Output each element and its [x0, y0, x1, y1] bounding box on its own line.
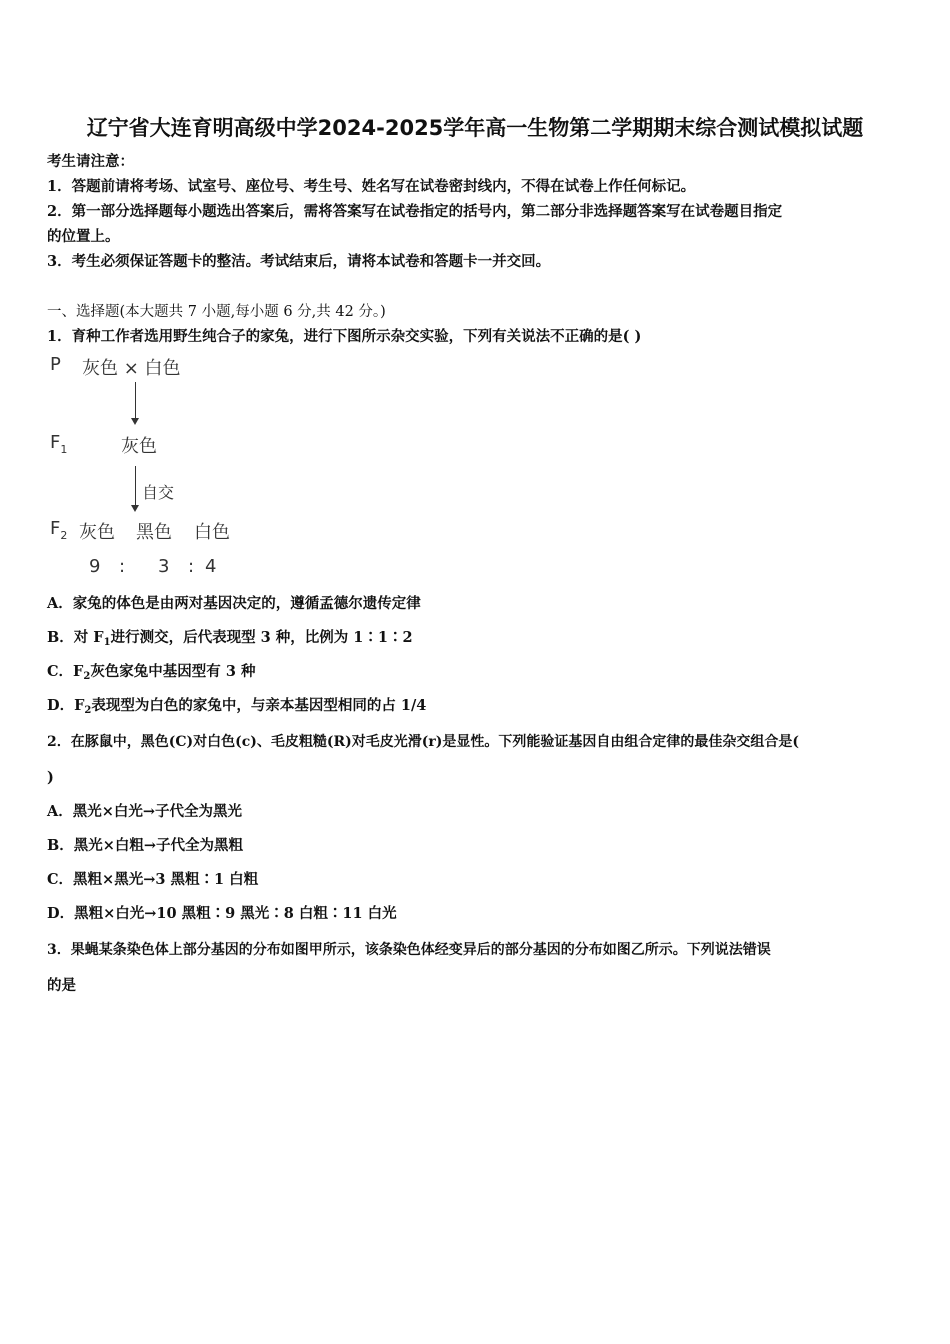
- question-2-option-b: B．黑光×白粗→子代全为黑粗: [47, 837, 244, 854]
- arrow-p-f1-head: [131, 418, 139, 425]
- question-1-option-d: D．$F_2$表现型为白色的家兔中，与亲本基因型相同的占 1/4: [47, 697, 427, 716]
- diagram-f2-gray: 灰色: [79, 522, 115, 543]
- question-2-stem: 2．在豚鼠中，黑色(C)对白色(c)、毛皮粗糙(R)对毛皮光滑(r)是显性。下列能验证基因自由组合定律的最佳杂交组合是(: [47, 734, 800, 750]
- diagram-f1-label: $F_1$: [50, 432, 68, 456]
- diagram-f2-label: $F_2$: [50, 518, 68, 542]
- question-1-stem: 1．育种工作者选用野生纯合子的家兔，进行下图所示杂交实验，下列有关说法不正确的是( ): [47, 328, 642, 345]
- notice-item-3: 3．考生必须保证答题卡的整洁。考试结束后，请将本试卷和答题卡一并交回。: [47, 253, 551, 270]
- exam-title: 辽宁省大连育明高级中学2024-2025学年高一生物第二学期期末综合测试模拟试题: [86, 116, 864, 140]
- diagram-ratio-9: 9: [89, 556, 101, 577]
- question-2-stem-cont: ): [47, 769, 54, 786]
- diagram-p-label: P: [50, 354, 61, 375]
- diagram-ratio-3: 3: [158, 556, 170, 577]
- arrow-f1-f2-shaft: [135, 466, 136, 506]
- question-1-option-b: B．对 $F_1$进行测交，后代表现型 3 种，比例为 1∶1∶2: [47, 629, 413, 648]
- question-1-option-a: A．家兔的体色是由两对基因决定的，遵循孟德尔遗传定律: [47, 595, 421, 612]
- diagram-f2-white: 白色: [194, 522, 230, 543]
- notice-heading: 考生请注意：: [47, 153, 134, 170]
- question-3-stem-cont: 的是: [47, 977, 76, 994]
- diagram-f1-value: 灰色: [121, 436, 157, 457]
- diagram-selfing-label: 自交: [142, 483, 175, 502]
- arrow-f1-f2-head: [131, 505, 139, 512]
- diagram-ratio-4: 4: [205, 556, 217, 577]
- arrow-p-f1-shaft: [135, 382, 136, 419]
- notice-item-2: 2．第一部分选择题每小题选出答案后，需将答案写在试卷指定的括号内，第二部分非选择题答案写在试卷题目指定: [47, 203, 783, 220]
- diagram-p-cross: 灰色 × 白色: [82, 358, 181, 379]
- diagram-ratio-colon-1: :: [119, 556, 126, 577]
- question-1-option-c: C．$F_2$灰色家兔中基因型有 3 种: [47, 663, 256, 682]
- diagram-f2-black: 黑色: [136, 522, 172, 543]
- question-2-option-d: D．黑粗×白光→10 黑粗∶9 黑光∶8 白粗∶11 白光: [47, 905, 397, 922]
- question-3-stem: 3．果蝇某条染色体上部分基因的分布如图甲所示，该条染色体经变异后的部分基因的分布如图乙所示。下列说法错误: [47, 942, 771, 958]
- cross-diagram: [40, 348, 300, 588]
- section-heading: 一、选择题(本大题共 7 小题,每小题 6 分,共 42 分。): [47, 304, 386, 320]
- question-2-option-c: C．黑粗×黑光→3 黑粗∶1 白粗: [47, 871, 259, 888]
- diagram-ratio-colon-2: :: [188, 556, 195, 577]
- question-2-option-a: A．黑光×白光→子代全为黑光: [47, 803, 243, 820]
- notice-item-2-cont: 的位置上。: [47, 228, 120, 245]
- notice-item-1: 1．答题前请将考场、试室号、座位号、考生号、姓名写在试卷密封线内，不得在试卷上作任何标记。: [47, 178, 696, 195]
